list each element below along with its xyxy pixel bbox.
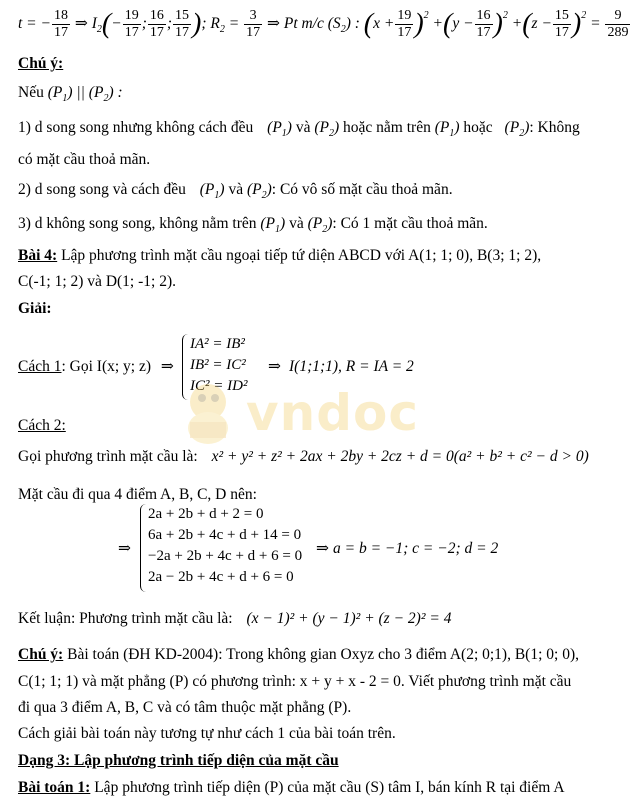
case-1: 1) d song song nhưng không cách đều $(P_1)$ và $(P_2)$ hoặc nằm trên $(P_1)$ hoặc $(P_2)$: Không xyxy=(18,119,580,140)
point-label: I xyxy=(91,15,97,32)
note-2: Chú ý: Bài toán (ĐH KD-2004): Trong không gian Oxyz cho 3 điểm A(2; 0;1), B(1; 0; 0), xyxy=(18,646,579,663)
equation-line-1: t = − $\frac{18}{17}$ ⇒ $I_2(-$ $\frac{19}{17}$ ; $\frac{16}{17}$ ; $\frac{15}{17}$ ); $R_2$ = $\frac{3}{17}$ ⇒ Pt m/c $(S_2)$ : (x + $\frac{19}{17}$ )$^2$ +(y − $\frac{16}{17}$ )$^2$ +(z − $\frac{15}{17}$ )$^2$ = $\frac{9}{289}$ xyxy=(18,7,629,40)
case-1-continued: có mặt cầu thoả mãn. xyxy=(18,151,151,168)
note-2-line-3: đi qua 3 điểm A, B, C và có tâm thuộc mặt phẳng (P). xyxy=(18,699,352,716)
method-1: Cách 1: Gọi I(x; y; z) ⇒ xyxy=(18,358,174,375)
t-value-label: t = − xyxy=(18,15,51,32)
equation-system-1: IA² = IB² IB² = IC² IC² = ID² xyxy=(182,334,247,400)
solution-heading: Giải: xyxy=(18,300,52,317)
watermark-text: vndoc xyxy=(246,384,419,442)
condition-line: Nếu $(P_1)$ || $(P_2)$ : xyxy=(18,84,123,105)
implies-arrow: ⇒ xyxy=(118,540,131,557)
mascot-icon xyxy=(178,378,238,446)
section-heading-type-3: Dạng 3: Lập phương trình tiếp diện của mặt cầu xyxy=(18,752,339,769)
method-2-heading: Cách 2: xyxy=(18,417,66,434)
note-2-line-2: C(1; 1; 1) và mặt phẳng (P) có phương trình: x + y + x - 2 = 0. Viết phương trình mặt cầu xyxy=(18,673,572,690)
implies-arrow: ⇒ xyxy=(74,15,88,32)
case-3: 3) d không song song, không nằm trên $(P_1)$ và $(P_2)$: Có 1 mặt cầu thoả mãn. xyxy=(18,215,488,236)
case-2: 2) d song song và cách đều $(P_1)$ và $(P_2)$: Có vô số mặt cầu thoả mãn. xyxy=(18,181,453,202)
sphere-condition: Mặt cầu đi qua 4 điểm A, B, C, D nên: xyxy=(18,486,257,503)
conclusion: Kết luận: Phương trình mặt cầu là: (x − 1)² + (y − 1)² + (z − 2)² = 4 xyxy=(18,610,452,627)
equation-system-2: 2a + 2b + d + 2 = 0 6a + 2b + 4c + d + 14 = 0 −2a + 2b + 4c + d + 6 = 0 2a − 2b + 4c + d + 6 = 0 xyxy=(140,504,302,592)
problem-1: Bài toán 1: Lập phương trình tiếp diện (P) của mặt cầu (S) tâm I, bán kính R tại điểm A xyxy=(18,779,565,796)
note-2-line-4: Cách giải bài toán này tương tự như cách 1 của bài toán trên. xyxy=(18,725,396,742)
system-2-result: ⇒ a = b = −1; c = −2; d = 2 xyxy=(316,540,499,557)
fraction: $\frac{18}{17}$ xyxy=(53,7,68,40)
sphere-general-equation: Gọi phương trình mặt cầu là: x² + y² + z² + 2ax + 2by + 2cz + d = 0(a² + b² + c² − d > 0) xyxy=(18,448,589,465)
exercise-4-continued: C(-1; 1; 2) và D(1; -1; 2). xyxy=(18,273,176,290)
method-1-result: ⇒ I(1;1;1), R = IA = 2 xyxy=(268,358,414,375)
watermark-logo xyxy=(168,378,468,448)
exercise-4: Bài 4: Lập phương trình mặt cầu ngoại tiếp tứ diện ABCD với A(1; 1; 0), B(3; 1; 2), xyxy=(18,247,542,264)
note-heading: Chú ý: xyxy=(18,55,64,72)
